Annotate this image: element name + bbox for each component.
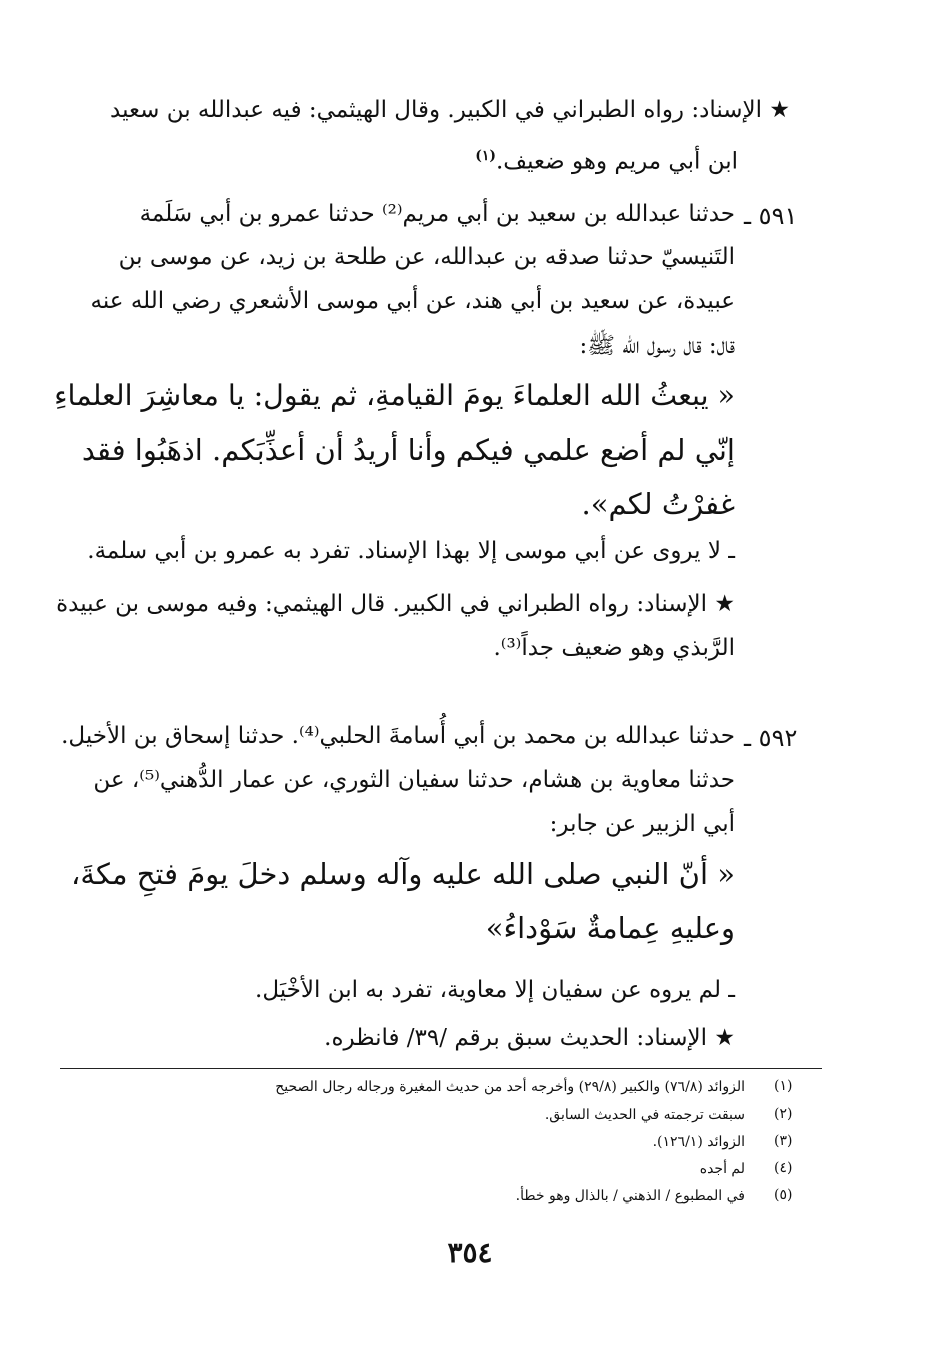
sanad-592-line2: حدثنا معاوية بن هشام، حدثنا سفيان الثوري، عن عمار الدُّهني⁽⁵⁾، عن bbox=[93, 767, 735, 793]
footnote-5-text: في المطبوع / الذهني / بالذال وهو خطأ. bbox=[515, 1188, 745, 1204]
sanad-591-line3: عبيدة، عن سعيد بن أبي هند، عن أبي موسى الأشعري رضي الله عنه bbox=[90, 288, 735, 314]
note-591: ـ لا يروى عن أبي موسى إلا بهذا الإسناد. تفرد به عمرو بن أبي سلمة. bbox=[87, 538, 735, 564]
sanad-591-line1: حدثنا عبدالله بن سعيد بن أبي مريم⁽²⁾ حدثنا عمرو بن أبي سَلَمة bbox=[139, 201, 735, 227]
footnote-5-number: (٥) bbox=[774, 1187, 793, 1203]
sanad-592-line3: أبي الزبير عن جابر: bbox=[549, 811, 735, 837]
hadith-number-591: ٥٩١ ـ bbox=[744, 202, 798, 230]
isnad-591-line2: الرَّبذي وهو ضعيف جداً⁽³⁾. bbox=[493, 635, 735, 661]
matn-592-line1: « أنّ النبي صلى الله عليه وآله وسلم دخلَ يومَ فتحِ مكةَ، bbox=[71, 857, 735, 891]
isnad-591-line1: ★ الإسناد: رواه الطبراني في الكبير. قال الهيثمي: وفيه موسى بن عبيدة bbox=[56, 591, 735, 617]
matn-592-line2: وعليهِ عِمامةٌ سَوْداءُ» bbox=[485, 911, 735, 945]
isnad-590-line1: ★ الإسناد: رواه الطبراني في الكبير. وقال الهيثمي: فيه عبدالله بن سعيد bbox=[110, 97, 790, 123]
matn-591-line2: إنّي لم أضع علمي فيكم وأنا أريدُ أن أعذِّبَكم. اذهَبُوا فقد bbox=[81, 433, 735, 467]
page-number: ٣٥٤ bbox=[447, 1236, 493, 1269]
isnad-592: ★ الإسناد: الحديث سبق برقم /٣٩/ فانظره. bbox=[324, 1025, 735, 1051]
footnote-3-number: (٣) bbox=[774, 1133, 793, 1149]
sanad-591-line2: التَنيسيّ حدثنا صدقه بن عبدالله، عن طلحة بن زيد، عن موسى بن bbox=[118, 244, 735, 270]
footnote-2-text: سبقت ترجمته في الحديث السابق. bbox=[544, 1107, 745, 1123]
hadith-number-592: ٥٩٢ ـ bbox=[744, 724, 798, 752]
footnote-1-number: (١) bbox=[774, 1078, 793, 1094]
footnote-4-number: (٤) bbox=[774, 1160, 793, 1176]
matn-591-line3: غفرْتُ لكم». bbox=[581, 487, 735, 521]
footnote-1-text: الزوائد (٧٦/٨) والكبير (٢٩/٨) وأخرجه أحد من حديث المغيرة ورجاله رجال الصحيح bbox=[275, 1079, 745, 1095]
matn-591-line1: « يبعثُ الله العلماءَ يومَ القيامةِ، ثم يقول: يا معاشِرَ العلماءِ bbox=[54, 379, 735, 412]
sanad-591-line4: قال: قال رسول الله ﷺ: bbox=[579, 333, 735, 359]
footnote-3-text: الزوائد (١٢٦/١). bbox=[652, 1134, 745, 1150]
footnote-2-number: (٢) bbox=[774, 1106, 793, 1122]
isnad-590-line2: ابن أبي مريم وهو ضعيف.$^{(١)}$ bbox=[475, 148, 738, 175]
footnote-4-text: لم أجده bbox=[699, 1161, 745, 1177]
footnote-ref-1[interactable]: (١) bbox=[475, 148, 496, 164]
footnote-divider bbox=[60, 1068, 822, 1069]
sanad-592-line1: حدثنا عبدالله بن محمد بن أبي أُسامةَ الحلبي⁽⁴⁾. حدثنا إسحاق بن الأخيل. bbox=[61, 723, 735, 749]
note-592: ـ لم يروه عن سفيان إلا معاوية، تفرد به ابن الأخْيَل. bbox=[255, 977, 735, 1003]
